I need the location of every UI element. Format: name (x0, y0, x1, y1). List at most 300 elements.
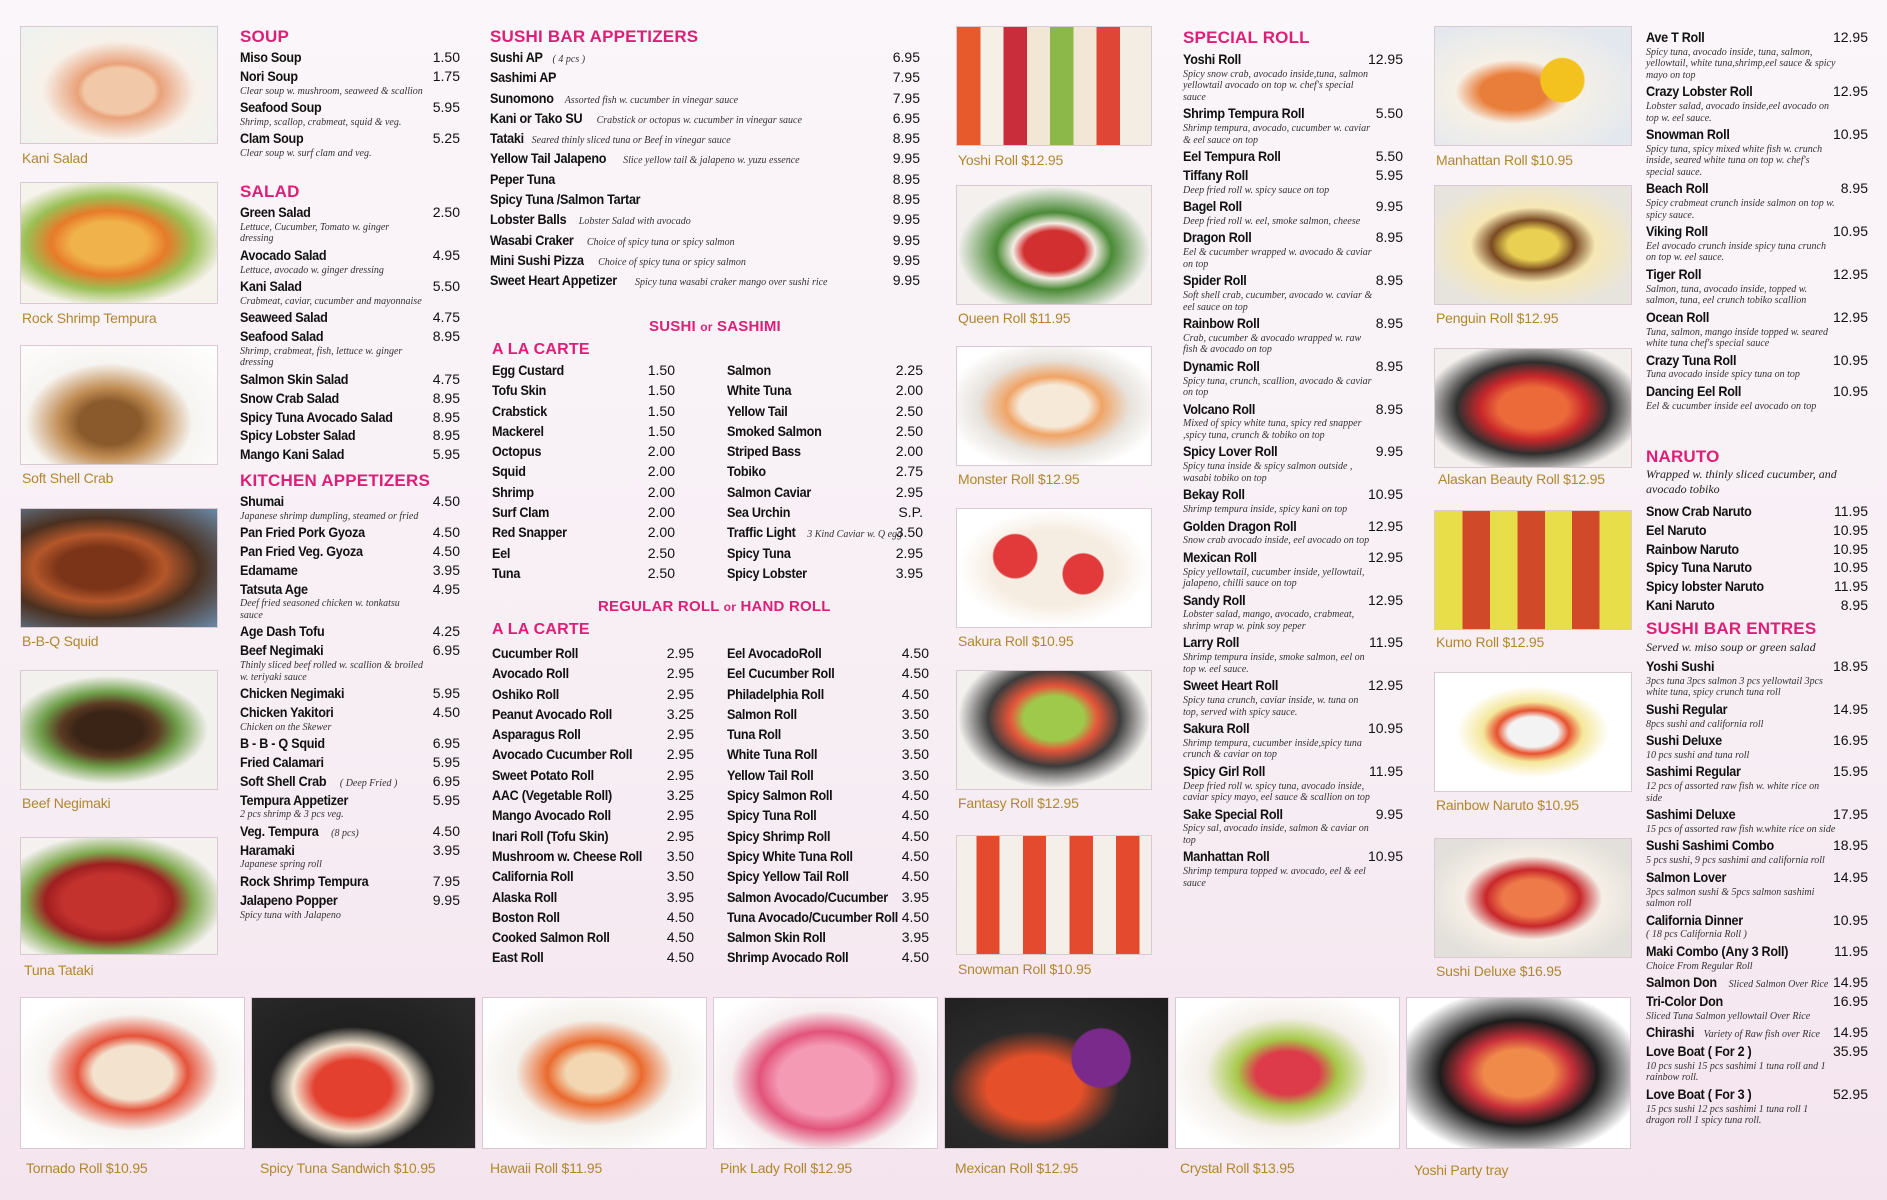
item-name: Red Snapper (492, 524, 567, 541)
item-name: Rainbow Naruto (1646, 540, 1739, 557)
item-price: 2.00 (895, 443, 923, 460)
item-name: Spicy Tuna Naruto (1646, 559, 1752, 576)
item-name: Eel Cucumber Roll (727, 665, 835, 682)
item-price: 4.50 (432, 493, 460, 509)
item-price: 12.95 (1367, 51, 1403, 67)
menu-item (1646, 353, 1868, 381)
menu-item (240, 525, 460, 542)
item-desc: 3pcs tuna 3pcs salmon 3 pcs yellowtail 3pcs white tuna, spicy crunch tuna roll (1646, 675, 1823, 699)
item-inline-desc: Lobster Salad with avocado (578, 216, 691, 228)
menu-item (1183, 316, 1403, 356)
menu-item (240, 774, 460, 791)
item-name: Yoshi Sushi (1646, 658, 1715, 674)
item-price: 4.25 (432, 623, 460, 640)
item-desc: Deep fried roll w. spicy tuna, avocado inside, caviar spicy mayo, eel sauce & scallion on top (1183, 780, 1370, 804)
item-desc: Lobster salad, mango, avocado, crabmeat, shrimp wrap w. pink soy peper (1183, 609, 1355, 632)
item-price: 2.50 (432, 204, 460, 220)
item-price: 5.95 (432, 685, 460, 702)
item-name: Eel (492, 544, 511, 561)
item-price: 2.00 (647, 443, 675, 460)
menu-item (492, 747, 694, 767)
item-name: Yellow Tail Roll (727, 766, 814, 783)
item-price: 1.75 (432, 67, 460, 84)
menu-item (1646, 944, 1868, 972)
item-price: 10.95 (1832, 559, 1868, 576)
item-inline-desc: Spicy tuna wasabi craker mango over sushi rice (635, 277, 828, 289)
menu-item (240, 391, 460, 408)
menu-item (490, 50, 920, 70)
item-name: Spicy Tuna Roll (727, 807, 817, 824)
item-price: 8.95 (1375, 315, 1403, 332)
item-desc: Eel & cucumber inside eel avocado on top (1646, 400, 1817, 412)
menu-item (727, 768, 929, 788)
item-price: 6.95 (432, 772, 460, 789)
item-price: 2.50 (895, 422, 923, 439)
item-name: Tobiko (727, 463, 766, 480)
caption-rainbow-naruto: Rainbow Naruto $10.95 (1436, 797, 1579, 813)
menu-item (240, 248, 460, 276)
menu-item (240, 410, 460, 427)
item-price: 8.95 (432, 389, 460, 406)
item-name: Jalapeno Popper (240, 891, 338, 908)
item-price: 10.95 (1832, 351, 1868, 368)
caption-monster-roll: Monster Roll $12.95 (958, 471, 1080, 487)
salad-title: SALAD (240, 182, 300, 201)
item-name: Bagel Roll (1183, 198, 1242, 215)
entres-sub: Served w. miso soup or green salad (1646, 640, 1816, 654)
item-price: 5.95 (432, 446, 460, 463)
photo-queen-roll (956, 185, 1152, 305)
caption-snowman-roll: Snowman Roll $10.95 (958, 961, 1092, 977)
item-name: Sashimi Regular (1646, 763, 1741, 780)
item-price: 5.50 (432, 278, 460, 295)
item-name: Cooked Salmon Roll (492, 929, 610, 946)
item-price: 10.95 (1832, 521, 1868, 538)
item-name: Chicken Yakitori (240, 703, 334, 720)
item-name: Soft Shell Crab (240, 772, 327, 789)
item-name: Boston Roll (492, 908, 560, 925)
item-name: Mango Kani Salad (240, 446, 345, 463)
item-name: AAC (Vegetable Roll) (492, 787, 612, 804)
item-price: 4.50 (432, 524, 460, 541)
menu-item (1646, 764, 1868, 804)
photo-pink-lady-roll (713, 997, 938, 1149)
item-desc: Lettuce, Cucumber, Tomato w. ginger dressing (240, 221, 390, 245)
item-name: Octopus (492, 443, 542, 460)
menu-item (492, 383, 675, 403)
item-price: 11.95 (1834, 503, 1868, 519)
menu-item (1646, 838, 1868, 866)
item-price: 2.00 (895, 382, 923, 399)
item-name: Manhattan Roll (1183, 848, 1270, 865)
item-desc: 12 pcs of assorted raw fish w. white rice on side (1646, 781, 1820, 804)
item-desc: Deep fried roll w. spicy sauce on top (1183, 184, 1330, 196)
item-name: Crabstick (492, 402, 547, 419)
item-name: Crazy Tuna Roll (1646, 351, 1737, 368)
special-roll-title: SPECIAL ROLL (1183, 28, 1310, 47)
menu-item (1646, 913, 1868, 941)
menu-item (1646, 30, 1868, 81)
caption-soft-shell: Soft Shell Crab (22, 470, 114, 486)
item-price: 8.95 (1375, 357, 1403, 374)
menu-item (490, 233, 920, 253)
menu-item (1183, 721, 1403, 761)
menu-item (1183, 199, 1403, 227)
sushi-a-la-carte: A LA CARTE (492, 341, 590, 358)
naruto-sub: Wrapped w. thinly sliced cucumber, and avocado tobiko (1646, 467, 1837, 496)
menu-item (490, 273, 920, 293)
photo-tuna-tataki (20, 837, 218, 955)
menu-item (490, 70, 920, 90)
item-price: 1.50 (647, 362, 675, 378)
item-name: Peanut Avocado Roll (492, 705, 612, 722)
item-price: 9.95 (892, 251, 920, 268)
item-name: Surf Clam (492, 504, 550, 521)
menu-item (1646, 523, 1868, 540)
item-name: Ave T Roll (1646, 29, 1705, 45)
menu-item (492, 829, 694, 849)
item-desc: Crabmeat, caviar, cucumber and mayonnaise (240, 295, 422, 307)
item-desc: Spicy tuna with Jalapeno (240, 909, 341, 921)
menu-item (1183, 519, 1403, 547)
item-desc: Salmon, tuna, avocado inside, topped w. salmon, tuna, eel crunch tobiko scallion (1646, 283, 1808, 307)
item-price: 6.95 (892, 49, 920, 65)
item-desc: Clear soup w. surf clam and veg. (240, 148, 372, 160)
item-name: Rainbow Roll (1183, 315, 1260, 332)
item-price: 2.95 (666, 827, 694, 844)
item-price: 2.95 (666, 807, 694, 824)
item-name: Sweet Heart Roll (1183, 677, 1279, 694)
item-price: 2.95 (666, 645, 694, 661)
item-name: Tuna Avocado/Cucumber Roll (727, 908, 899, 925)
special2-list (1646, 30, 1868, 415)
caption-pink-lady-roll: Pink Lady Roll $12.95 (720, 1160, 852, 1176)
item-inline-desc: (8 pcs) (331, 827, 359, 839)
item-price: 2.50 (647, 564, 675, 581)
item-desc: Shrimp tempura inside, spicy kani on top (1183, 504, 1348, 516)
menu-item (1646, 579, 1868, 596)
item-name: Eel AvocadoRoll (727, 645, 822, 661)
item-name: Salmon (727, 362, 771, 378)
item-name: Kani Naruto (1646, 596, 1715, 613)
item-name: Lobster Balls (490, 211, 567, 228)
menu-item (1183, 359, 1403, 399)
item-desc: Tuna, salmon, mango inside topped w. seared white tuna chef's special sauce (1646, 326, 1828, 350)
item-name: Veg. Tempura (240, 822, 319, 839)
item-name: Shrimp (492, 483, 534, 500)
item-price: 14.95 (1832, 1024, 1868, 1041)
item-name: Sweet Potato Roll (492, 766, 594, 783)
item-name: Miso Soup (240, 49, 302, 65)
menu-item (1646, 310, 1868, 350)
item-name: Golden Dragon Roll (1183, 517, 1297, 534)
item-name: Sashimi AP (490, 69, 557, 86)
menu-item (492, 424, 675, 444)
item-name: Inari Roll (Tofu Skin) (492, 827, 609, 844)
item-price: 4.50 (901, 908, 929, 925)
item-price: 2.75 (895, 463, 923, 480)
photo-tornado-roll (20, 997, 245, 1149)
item-name: Sunomono (490, 89, 554, 106)
menu-item (492, 890, 694, 910)
caption-yoshi-roll: Yoshi Roll $12.95 (958, 152, 1064, 168)
item-price: 9.95 (432, 891, 460, 908)
menu-item (727, 444, 923, 464)
menu-item (727, 464, 923, 484)
item-name: Snow Crab Salad (240, 389, 339, 406)
item-name: White Tuna Roll (727, 746, 818, 763)
item-price: 8.95 (892, 170, 920, 187)
item-price: 2.95 (666, 685, 694, 702)
item-name: Sake Special Roll (1183, 805, 1283, 822)
menu-item (240, 624, 460, 641)
item-price: 3.50 (666, 847, 694, 864)
item-name: Rock Shrimp Tempura (240, 872, 369, 889)
caption-mexican-roll: Mexican Roll $12.95 (955, 1160, 1079, 1176)
item-name: Philadelphia Roll (727, 685, 824, 702)
item-desc: Spicy tuna, avocado inside, tuna, salmon, yellowtail, white tuna,shrimp,eel sauce & spicy mayo on top (1646, 46, 1836, 81)
item-price: 52.95 (1832, 1085, 1868, 1102)
menu-item (727, 808, 929, 828)
item-name: Spicy Girl Roll (1183, 762, 1266, 779)
entres-list (1646, 659, 1868, 1130)
item-inline-desc: ( Deep Fried ) (339, 777, 398, 789)
item-desc: Japanese shrimp dumpling, steamed or fried (240, 510, 419, 522)
caption-beef-negimaki: Beef Negimaki (22, 795, 111, 811)
item-price: 9.95 (892, 272, 920, 289)
item-name: Spicy Lover Roll (1183, 443, 1278, 460)
item-price: 3.95 (432, 841, 460, 858)
item-price: 4.50 (666, 908, 694, 925)
item-price: 4.50 (901, 665, 929, 682)
item-price: 4.50 (901, 847, 929, 864)
item-price: 12.95 (1832, 308, 1868, 325)
photo-penguin-roll (1434, 185, 1632, 305)
menu-item (1646, 598, 1868, 615)
item-name: Spicy Lobster Salad (240, 427, 356, 444)
menu-item (727, 829, 929, 849)
item-price: 1.50 (432, 49, 460, 65)
item-name: Salmon Caviar (727, 483, 812, 500)
photo-mexican-roll (944, 997, 1169, 1149)
item-name: Avocado Salad (240, 246, 327, 263)
item-desc: 15 pcs of assorted raw fish w.white rice on side (1646, 823, 1836, 835)
item-name: Traffic Light (727, 524, 796, 541)
item-name: Green Salad (240, 204, 311, 220)
item-price: 4.50 (901, 807, 929, 824)
item-name: Chicken Negimaki (240, 685, 345, 702)
item-price: 5.50 (1375, 148, 1403, 165)
item-name: Seaweed Salad (240, 309, 328, 326)
item-price: 3.50 (901, 746, 929, 763)
menu-item (1183, 402, 1403, 442)
menu-item (1646, 994, 1868, 1022)
menu-item (240, 705, 460, 733)
item-name: Sakura Roll (1183, 720, 1250, 737)
item-price: 4.50 (901, 645, 929, 661)
item-name: Sushi Deluxe (1646, 732, 1722, 749)
sushi-right-list (727, 363, 923, 586)
item-name: Yellow Tail (727, 402, 788, 419)
photo-rock-shrimp-tempura (20, 182, 218, 304)
menu-item (492, 768, 694, 788)
menu-item (490, 192, 920, 212)
menu-item (727, 727, 929, 747)
item-name: Pan Fried Veg. Gyoza (240, 543, 363, 560)
item-price: 9.95 (892, 211, 920, 228)
item-name: Bekay Roll (1183, 486, 1245, 503)
item-price: S.P. (898, 504, 923, 521)
item-price: 2.00 (647, 463, 675, 480)
item-desc: Deef fried seasoned chicken w. tonkatsu sauce (240, 598, 400, 621)
item-desc: Eel & cucumber wrapped w. avocado & caviar on top (1183, 247, 1372, 270)
kitchen-list (240, 494, 460, 924)
item-name: Seafood Soup (240, 99, 322, 116)
item-name: Beef Negimaki (240, 642, 324, 659)
item-desc: Shrimp, crabmeat, fish, lettuce w. ginger dressing (240, 345, 403, 369)
item-desc: Spicy tuna inside & spicy salmon outside , wasabi tobiko on top (1183, 461, 1353, 484)
item-name: Asparagus Roll (492, 726, 581, 743)
photo-snowman-roll (956, 835, 1152, 955)
item-desc: Clear soup w. mushroom, seaweed & scallion (240, 85, 423, 97)
item-name: White Tuna (727, 382, 792, 399)
sushi-bar-entres-title: SUSHI BAR ENTRES (1646, 619, 1817, 638)
item-desc: Chicken on the Skewer (240, 721, 332, 733)
item-name: Squid (492, 463, 526, 480)
menu-item (492, 525, 675, 545)
menu-item (727, 525, 923, 545)
menu-item (727, 849, 929, 869)
item-desc: 10 pcs sushi 15 pcs sashimi 1 tuna roll and 1 rainbow roll. (1646, 1060, 1826, 1084)
photo-manhattan-roll (1434, 26, 1632, 146)
menu-item (1646, 224, 1868, 264)
menu-item (240, 50, 460, 67)
item-price: 3.25 (666, 787, 694, 804)
item-price: 12.95 (1367, 677, 1403, 694)
item-name: Spicy Tuna (727, 544, 791, 561)
item-price: 8.95 (1375, 400, 1403, 417)
item-price: 8.95 (892, 130, 920, 147)
caption-yoshi-party-tray: Yoshi Party tray (1414, 1162, 1509, 1178)
menu-item (492, 930, 694, 950)
photo-alaskan-beauty-roll (1434, 348, 1632, 468)
item-name: Sushi AP (490, 49, 543, 65)
item-name: Cucumber Roll (492, 645, 579, 661)
item-inline-desc: Choice of spicy tuna or spicy salmon (598, 256, 746, 268)
caption-spicy-tuna-sandwich: Spicy Tuna Sandwich $10.95 (260, 1160, 436, 1176)
item-price: 5.95 (432, 99, 460, 116)
item-name: East Roll (492, 949, 544, 966)
item-price: 2.95 (895, 483, 923, 500)
item-desc: Japanese spring roll (240, 859, 322, 871)
menu-item (1183, 678, 1403, 718)
menu-item (492, 910, 694, 930)
item-name: Eel Tempura Roll (1183, 148, 1281, 165)
item-price: 2.00 (647, 504, 675, 521)
item-price: 12.95 (1832, 265, 1868, 282)
item-name: Sashimi Deluxe (1646, 806, 1736, 823)
item-desc: 2 pcs shrimp & 3 pcs veg. (240, 809, 344, 821)
item-name: Spicy lobster Naruto (1646, 578, 1764, 595)
item-desc: 10 pcs sushi and tuna roll (1646, 749, 1750, 761)
item-name: Sweet Heart Appetizer (490, 272, 617, 289)
item-desc: Lobster salad, avocado inside,eel avocado on top w. eel sauce. (1646, 101, 1830, 124)
item-desc: Spicy snow crab, avocado inside,tuna, salmon yellowtail avocado on top w. chef's special sauce (1183, 68, 1368, 103)
item-price: 2.95 (666, 766, 694, 783)
menu-item (240, 824, 460, 841)
item-price: 8.95 (432, 408, 460, 425)
photo-yoshi-party-tray (1406, 997, 1631, 1149)
item-price: 4.50 (666, 929, 694, 946)
item-price: 8.95 (1840, 596, 1868, 613)
menu-item (1183, 550, 1403, 590)
item-price: 11.95 (1369, 762, 1403, 779)
menu-item (1183, 764, 1403, 804)
menu-item (492, 363, 675, 383)
photo-kumo-roll (1434, 510, 1632, 630)
item-name: Tiffany Roll (1183, 166, 1249, 183)
item-price: 11.95 (1834, 578, 1868, 595)
photo-yoshi-roll (956, 26, 1152, 146)
item-desc: Shrimp, scallop, crabmeat, squid & veg. (240, 116, 402, 128)
item-desc: Spicy crabmeat crunch inside salmon on top w. spicy sauce. (1646, 198, 1835, 221)
item-name: Sushi Sashimi Combo (1646, 837, 1774, 854)
item-price: 9.95 (1375, 805, 1403, 822)
item-price: 5.95 (432, 791, 460, 808)
item-price: 2.95 (666, 665, 694, 682)
menu-item (1183, 168, 1403, 196)
sushi-sashimi-title (649, 318, 781, 335)
item-price: 11.95 (1834, 942, 1868, 959)
menu-item (240, 447, 460, 464)
special-list (1183, 52, 1403, 892)
photo-monster-roll (956, 346, 1152, 466)
item-name: B - B - Q Squid (240, 735, 325, 752)
item-price: 8.95 (1840, 180, 1868, 197)
menu-item (490, 253, 920, 273)
item-price: 14.95 (1832, 868, 1868, 885)
item-price: 5.25 (432, 130, 460, 147)
sushi-app-list (490, 50, 920, 294)
menu-item (492, 788, 694, 808)
menu-item (727, 910, 929, 930)
item-price: 4.50 (901, 868, 929, 885)
menu-item (492, 566, 675, 586)
item-name: Larry Roll (1183, 634, 1240, 651)
menu-item (1646, 181, 1868, 221)
item-desc: Deep fried roll w. eel, smoke salmon, cheese (1183, 215, 1361, 227)
regular-right-list (727, 646, 929, 971)
menu-item (240, 310, 460, 327)
caption-tornado-roll: Tornado Roll $10.95 (26, 1160, 148, 1176)
menu-item (240, 755, 460, 772)
item-price: 4.50 (901, 685, 929, 702)
item-name: Maki Combo (Any 3 Roll) (1646, 942, 1789, 959)
menu-item (240, 329, 460, 369)
menu-item (492, 727, 694, 747)
menu-item (492, 666, 694, 686)
photo-crystal-roll (1175, 997, 1400, 1149)
item-name: Tempura Appetizer (240, 791, 349, 808)
menu-item (727, 950, 929, 970)
item-name: Volcano Roll (1183, 400, 1256, 417)
menu-item (1646, 1044, 1868, 1084)
item-name: Tuna (492, 564, 521, 581)
item-desc: 8pcs sushi and california roll (1646, 718, 1764, 730)
item-name: Egg Custard (492, 362, 564, 378)
item-name: Avocado Roll (492, 665, 569, 682)
item-price: 16.95 (1832, 732, 1868, 749)
